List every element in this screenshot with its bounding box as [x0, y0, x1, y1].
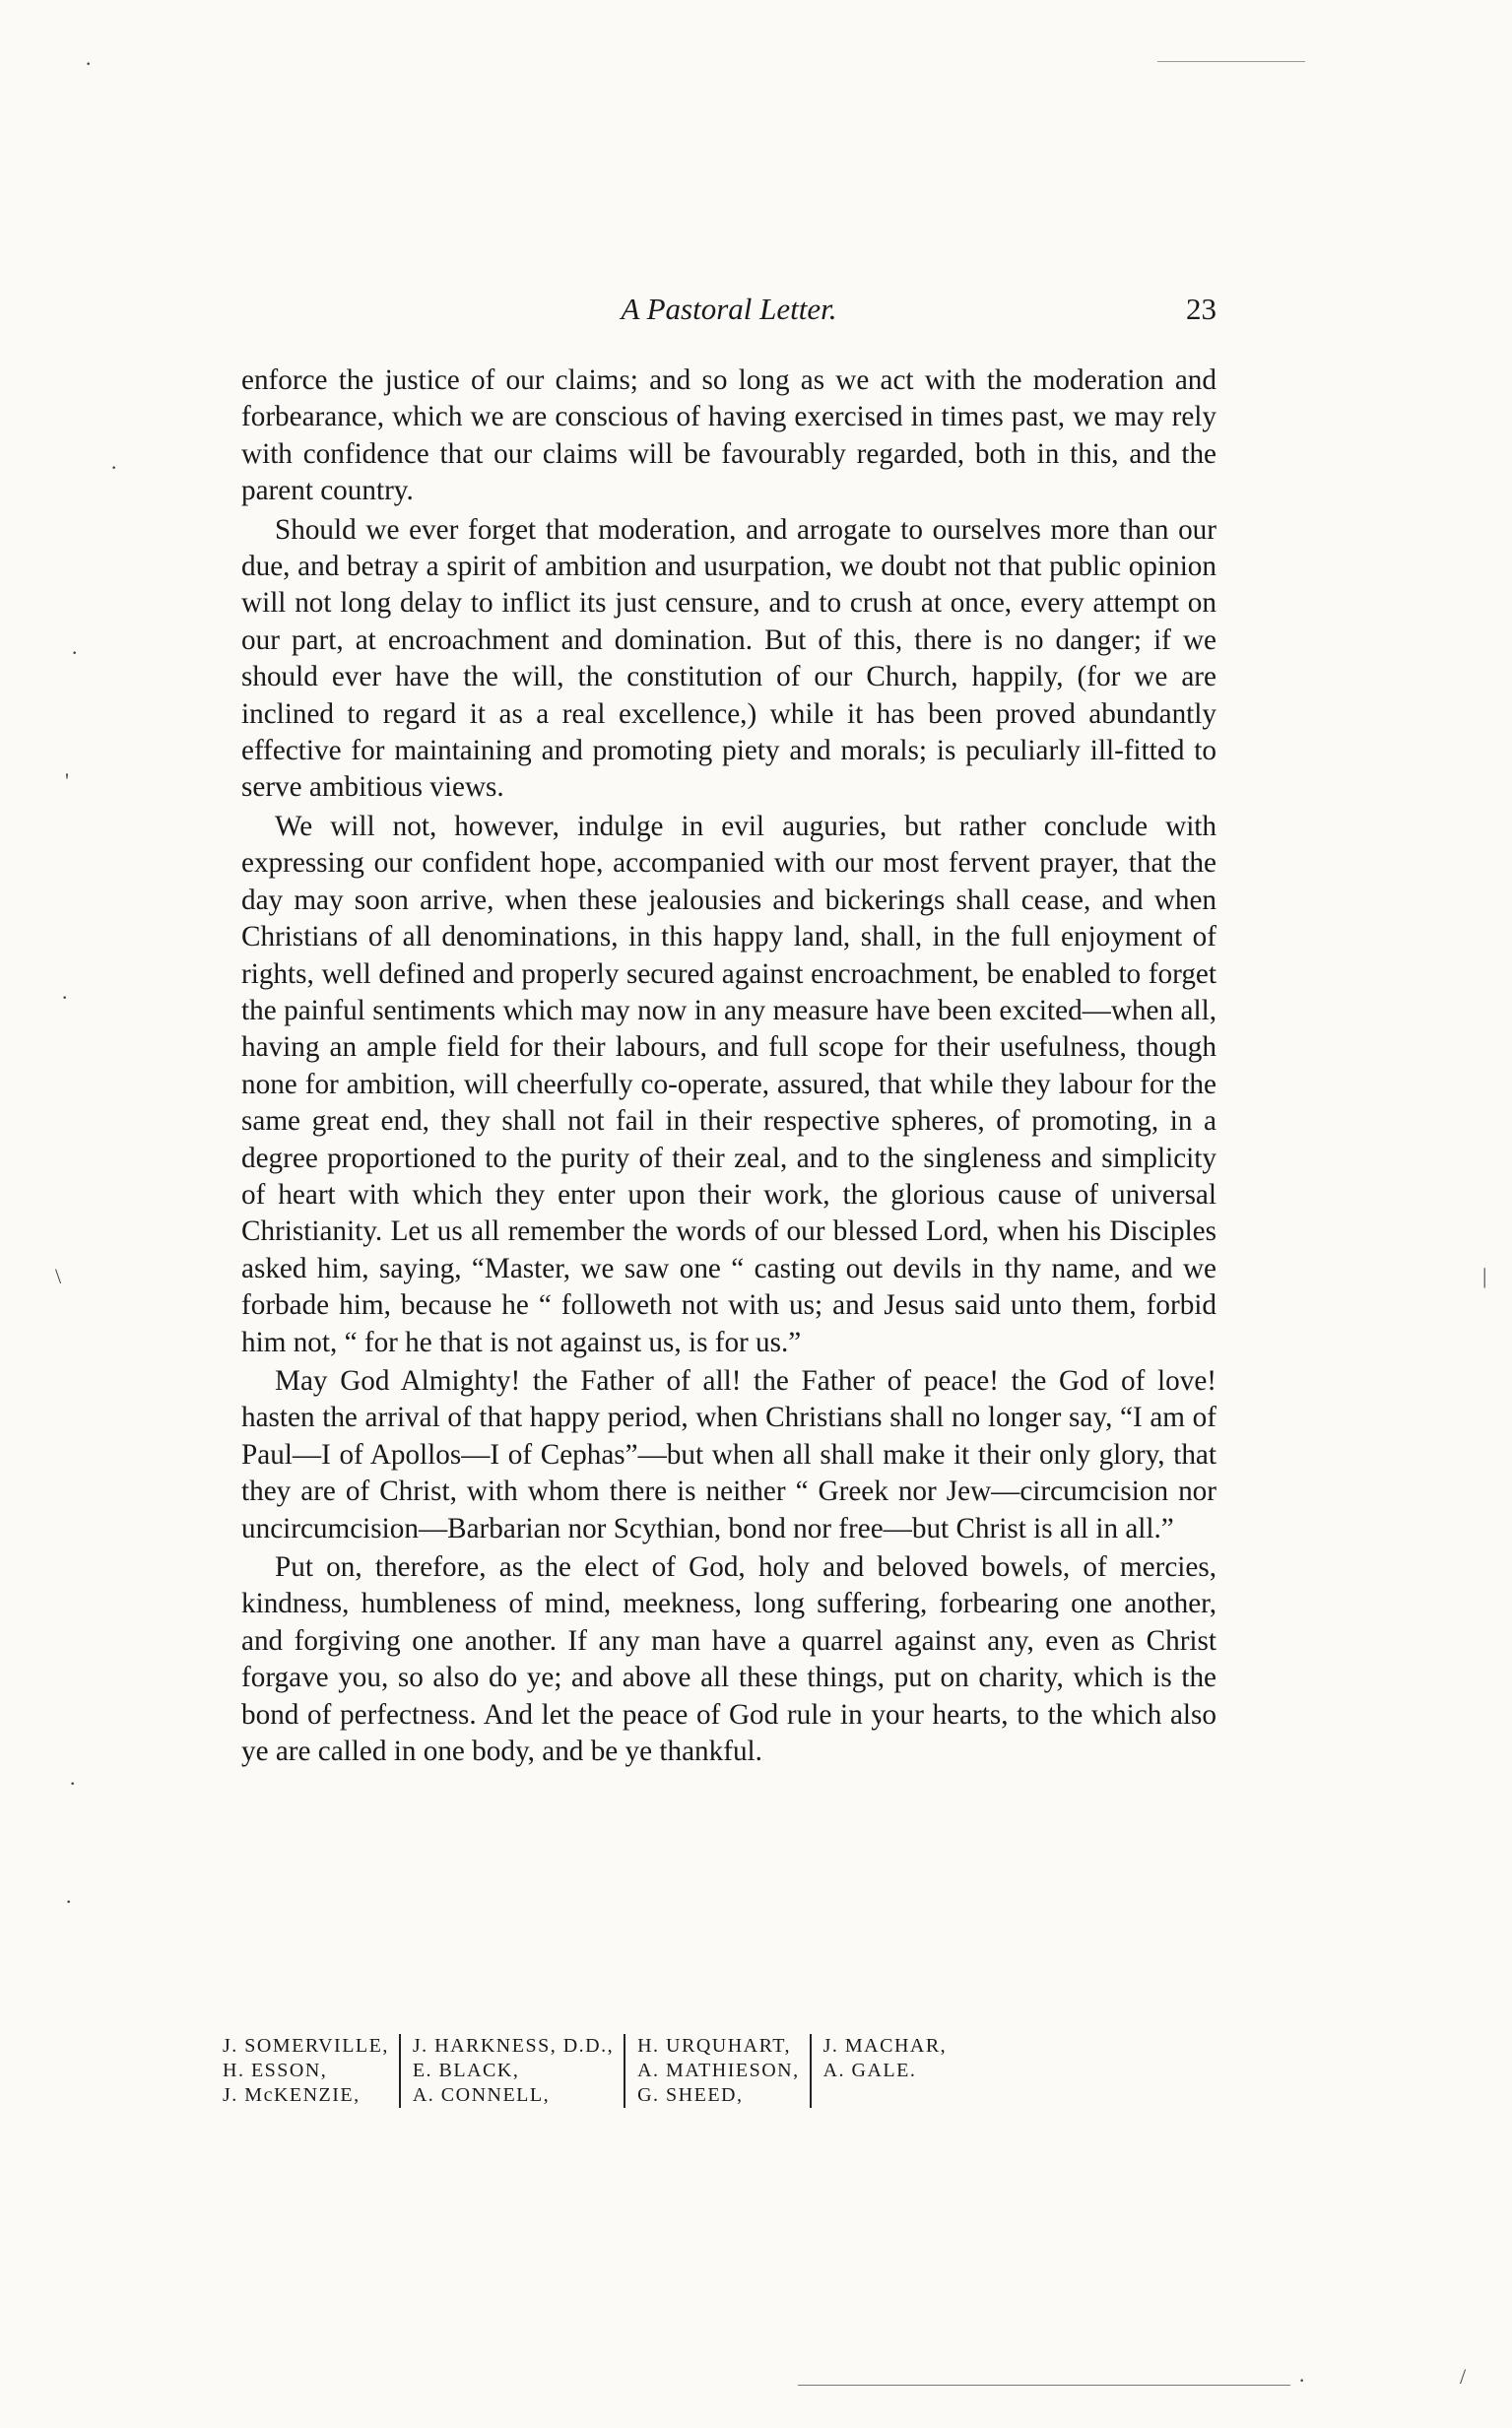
signature-column	[624, 2034, 810, 2108]
signature-name: J. McKENZIE,	[223, 2084, 361, 2106]
signature-name: J. HARKNESS, D.D.,	[412, 2035, 615, 2057]
signature-column	[810, 2034, 957, 2108]
signature-name: A. CONNELL,	[412, 2084, 551, 2106]
scan-speck: ·	[61, 985, 69, 1010]
running-title: A Pastoral Letter.	[621, 292, 837, 326]
scan-speck: /	[1460, 2364, 1467, 2389]
scan-speck: |	[1482, 1264, 1487, 1288]
scan-speck: ·	[65, 1889, 73, 1914]
signature-name: J. SOMERVILLE,	[223, 2035, 389, 2057]
paragraph-4: May God Almighty! the Father of all! the Father of peace! the God of love! hasten the arrival of that happy period, when Christians shall no longer say, “I am of Paul—I of Apollos—I of Cephas”—but when all shall make it their only glory, that they are of Christ, with whom there is neither “ Greek nor Jew—circumcision nor uncircumcision—Barbarian nor Scythian, bond nor free—but Christ is all in all.”	[241, 1364, 1216, 1544]
page-header	[241, 292, 1216, 331]
scan-artifact-line	[798, 2385, 1290, 2386]
paragraph-5: Put on, therefore, as the elect of God, holy and beloved bowels, of mercies, kindness, humbleness of mind, meekness, long suffering, forbearing one another, and forgiving one another. If any man have a quarrel against any, even as Christ forgave you, so also do ye; and above all these things, put on charity, which is the bond of perfectness. And let the peace of God rule in your hearts, to the which also ye are called in one body, and be ye thankful.	[241, 1551, 1216, 1768]
page-number: 23	[1186, 292, 1216, 326]
signature-name: G. SHEED,	[637, 2084, 744, 2106]
scan-speck: ·	[71, 640, 79, 665]
scan-artifact-line	[1157, 61, 1305, 62]
paragraph-3: We will not, however, indulge in evil auguries, but rather conclude with expressing our confident hope, accompanied with our most fervent prayer, that the day may soon arrive, when these jealousies and bickerings shall cease, and when Christians of all denominations, in this happy land, shall, in the full enjoyment of rights, well defined and properly secured against encroachment, be enabled to forget the painful sentiments which may now in any measure have been excited—when all, having an ample field for their labours, and full scope for their usefulness, though none for ambition, will cheerfully co-operate, assured, that while they labour for the same great end, they shall not fail in their respective spheres, of promoting, in a degree proportioned to the purity of their zeal, and to the singleness and simplicity of heart with which they enter upon their work, the glorious cause of universal Christianity. Let us all remember the words of our blessed Lord, when his Disciples asked him, saying, “Master, we saw one “ casting out devils in thy name, and we forbade him, because he “ followeth not with us; and Jesus said unto them, forbid him not, “ for he that is not against us, is for us.”	[241, 810, 1216, 1358]
paragraph-1: enforce the justice of our claims; and so long as we act with the moderation and forbearance, which we are conscious of having exercised in times past, we may rely with confidence that our claims will be favourably regarded, both in this, and the parent country.	[241, 364, 1216, 507]
signature-name: A. MATHIESON,	[637, 2060, 800, 2081]
signature-name: H. ESSON,	[223, 2060, 328, 2081]
scan-speck: \	[55, 1264, 62, 1288]
paragraph-2: Should we ever forget that moderation, and arrogate to ourselves more than our due, and betray a spirit of ambition and usurpation, we doubt not that public opinion will not long delay to inflict its just censure, and to crush at once, every attempt on our part, at encroachment and domination. But of this, there is no danger; if we should ever have the will, the constitution of our Church, happily, (for we are inclined to regard it as a real excellence,) while it has been proved abundantly effective for maintaining and promoting piety and morals; is peculiarly ill-fitted to serve ambitious views.	[241, 513, 1216, 804]
scan-speck: ·	[1298, 2368, 1306, 2393]
signature-name: A. GALE.	[822, 2060, 917, 2081]
scan-speck: '	[65, 768, 69, 793]
signature-column	[399, 2034, 624, 2108]
signature-name: E. BLACK,	[412, 2060, 520, 2081]
signatures-block	[223, 2034, 1217, 2108]
scan-speck: ·	[110, 455, 118, 480]
letter-body	[241, 362, 1216, 1772]
signature-column	[223, 2034, 399, 2108]
signature-name: J. MACHAR,	[822, 2035, 948, 2057]
signature-name: H. URQUHART,	[637, 2035, 791, 2057]
scan-speck: ·	[85, 51, 93, 76]
scan-speck: ·	[69, 1771, 77, 1796]
